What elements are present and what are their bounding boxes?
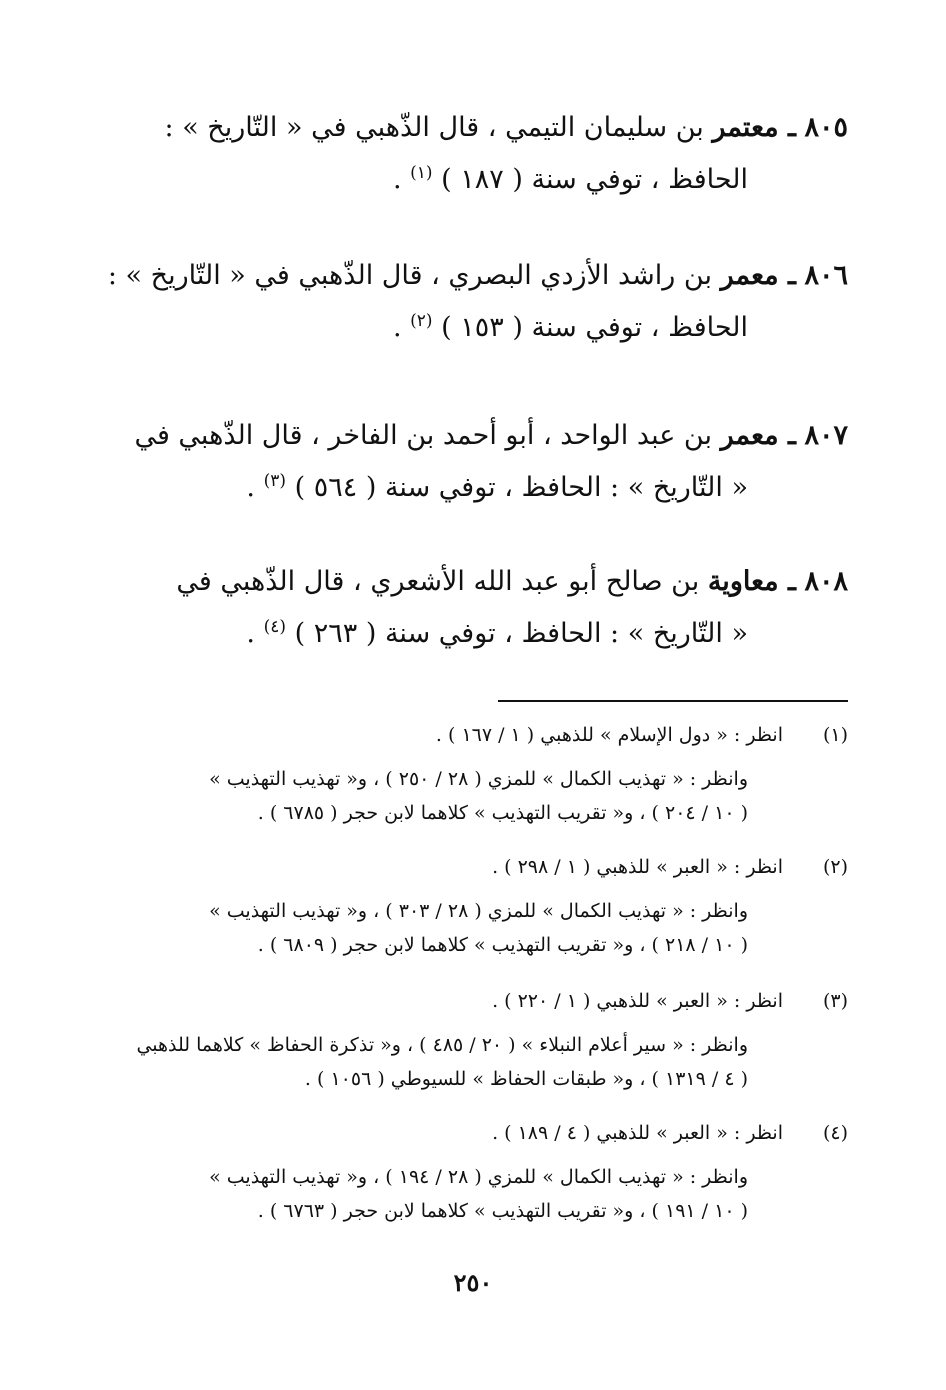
entry-name: معمر: [720, 260, 779, 291]
entry-first-line: ٨٠٧ ـ معمر بن عبد الواحد ، أبو أحمد بن الفاخر ، قال الذّهبي في: [134, 420, 848, 451]
footnote: [93, 1116, 848, 1228]
page-number: ٢٥٠: [453, 1268, 493, 1297]
entry-name: معتمر: [712, 112, 779, 143]
biography-entry: [98, 556, 848, 660]
entry-text: بن سليمان التيمي ، قال الذّهبي في « التّاريخ » :: [164, 112, 704, 143]
footnote-reference[interactable]: (٢): [410, 311, 433, 331]
entry-name: معمر: [720, 420, 779, 451]
entry-text: بن صالح أبو عبد الله الأشعري ، قال الذّهبي في: [176, 566, 700, 597]
entry-second-line: [98, 154, 848, 206]
biography-entry: [98, 102, 848, 206]
footnote-label: (٣): [822, 990, 848, 1012]
footnote-continuation: وانظر : « سير أعلام النبلاء » ( ٢٠ / ٤٨٥ ) ، و« تذكرة الحفاظ » كلاهما للذهبي: [136, 1034, 748, 1056]
footnote-text: انظر : « العبر » للذهبي ( ١ / ٢٩٨ ) .: [492, 856, 783, 878]
entry-text-continued: « التّاريخ » : الحافظ ، توفي سنة ( ٥٦٤ ): [294, 472, 748, 503]
entry-text: بن راشد الأزدي البصري ، قال الذّهبي في « التّاريخ » :: [107, 260, 712, 291]
footnote-continuation: ( ١٠ / ٢١٨ ) ، و« تقريب التهذيب » كلاهما لابن حجر ( ٦٨٠٩ ) .: [257, 934, 748, 956]
entry-second-line: [98, 302, 848, 354]
entry-second-line: [98, 462, 848, 514]
footnote: [93, 718, 848, 830]
footnote-continuation: ( ١٠ / ٢٠٤ ) ، و« تقريب التهذيب » كلاهما لابن حجر ( ٦٧٨٥ ) .: [257, 802, 748, 824]
footnote-separator: [498, 700, 848, 702]
footnote-continuation: ( ١٠ / ١٩١ ) ، و« تقريب التهذيب » كلاهما لابن حجر ( ٦٧٦٣ ) .: [257, 1200, 748, 1222]
entry-end: .: [392, 312, 411, 343]
footnote-text: انظر : « العبر » للذهبي ( ٤ / ١٨٩ ) .: [492, 1122, 783, 1144]
footnote-reference[interactable]: (٤): [263, 617, 287, 637]
footnote-text: انظر : « دول الإسلام » للذهبي ( ١ / ١٦٧ ) .: [435, 724, 783, 746]
footnote: [93, 850, 848, 962]
entry-first-line: ٨٠٥ ـ معتمر بن سليمان التيمي ، قال الذّهبي في « التّاريخ » :: [164, 112, 848, 143]
entry-number: ٨٠٧: [804, 420, 848, 451]
entry-first-line: ٨٠٨ ـ معاوية بن صالح أبو عبد الله الأشعري ، قال الذّهبي في: [176, 566, 848, 597]
footnote-continuation: ( ٤ / ١٣١٩ ) ، و« طبقات الحفاظ » للسيوطي ( ١٠٥٦ ) .: [304, 1068, 748, 1090]
footnote-reference[interactable]: (٣): [263, 471, 287, 491]
footnote: [93, 984, 848, 1096]
entry-number: ٨٠٥: [804, 112, 848, 143]
entry-end: .: [246, 618, 264, 649]
entry-name: معاوية: [707, 566, 779, 597]
entry-number: ٨٠٨: [804, 566, 848, 597]
footnote-label: (١): [822, 724, 848, 746]
footnote-label: (٤): [822, 1122, 848, 1144]
entry-text: بن عبد الواحد ، أبو أحمد بن الفاخر ، قال الذّهبي في: [134, 420, 712, 451]
footnote-text: انظر : « العبر » للذهبي ( ١ / ٢٢٠ ) .: [492, 990, 783, 1012]
entry-text-continued: « التّاريخ » : الحافظ ، توفي سنة ( ٢٦٣ ): [294, 618, 748, 649]
biography-entry: [98, 410, 848, 514]
entry-number: ٨٠٦: [804, 260, 848, 291]
entry-text-continued: الحافظ ، توفي سنة ( ١٨٧ ): [441, 164, 748, 195]
biography-entry: [98, 250, 848, 354]
entry-end: .: [392, 164, 411, 195]
footnote-continuation: وانظر : « تهذيب الكمال » للمزي ( ٢٨ / ١٩٤ ) ، و« تهذيب التهذيب »: [209, 1166, 748, 1188]
footnote-reference[interactable]: (١): [410, 163, 433, 183]
footnote-continuation: وانظر : « تهذيب الكمال » للمزي ( ٢٨ / ٢٥٠ ) ، و« تهذيب التهذيب »: [209, 768, 748, 790]
footnote-label: (٢): [822, 856, 848, 878]
entry-text-continued: الحافظ ، توفي سنة ( ١٥٣ ): [441, 312, 748, 343]
entry-second-line: [98, 608, 848, 660]
entry-end: .: [246, 472, 264, 503]
footnote-continuation: وانظر : « تهذيب الكمال » للمزي ( ٢٨ / ٣٠٣ ) ، و« تهذيب التهذيب »: [209, 900, 748, 922]
entry-first-line: ٨٠٦ ـ معمر بن راشد الأزدي البصري ، قال الذّهبي في « التّاريخ » :: [107, 260, 848, 291]
